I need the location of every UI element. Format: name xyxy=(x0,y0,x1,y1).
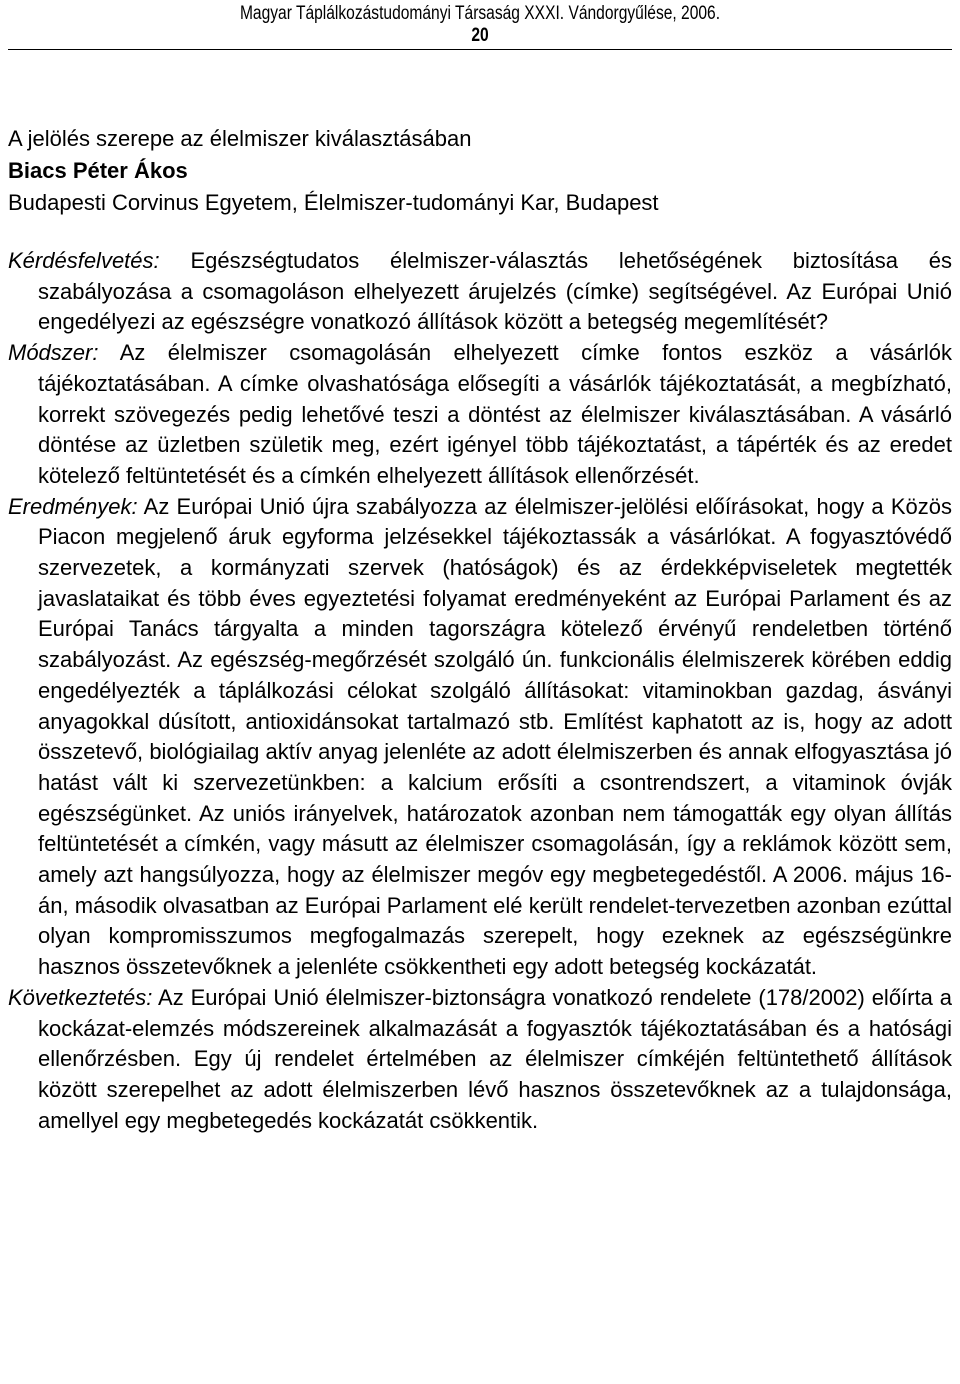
section-text: Egészségtudatos élelmiszer-választás lehetőségének biztosítása és szabályozása a csomagoláson elhelyezett árujelzés (címke) segítségével. Az Európai Unió engedélyezi az egészségre vonatkozó állítások között a betegség megemlítését? xyxy=(38,248,952,335)
section-label: Kérdésfelvetés: xyxy=(8,248,160,273)
section-results xyxy=(8,492,952,983)
section-conclusion xyxy=(8,983,952,1137)
section-text: Az Európai Unió élelmiszer-biztonságra vonatkozó rendelete (178/2002) előírta a kockázat-elemzés módszereinek alkalmazását a fogyasztók tájékoztatásában és a hatósági ellenőrzésben. Egy új rendelet értelmében az élelmiszer címkéjén feltüntethető állítások között szerepelhet az adott élelmiszerben lévő hasznos összetevőknek az a tulajdonsága, amellyel egy megbetegedés kockázatát csökkentik. xyxy=(38,984,952,1133)
article-affiliation: Budapesti Corvinus Egyetem, Élelmiszer-tudományi Kar, Budapest xyxy=(8,190,659,215)
article-heading xyxy=(8,123,952,219)
section-label: Módszer: xyxy=(8,340,99,366)
header-rule xyxy=(8,49,952,50)
section-label: Következtetés: xyxy=(8,984,153,1010)
abstract-body xyxy=(8,246,952,1136)
article-author: Biacs Péter Ákos xyxy=(8,158,188,183)
section-text: Az Európai Unió újra szabályozza az élelmiszer-jelölési előírásokat, hogy a Közös Piacon megjelenő áruk egyforma jelzésekkel tájékoztassák a vásárlókat. A fogyasztóvédő szervezetek, a kormányzati szervek (hatóságok) és az érdekképviseletek megtették javaslataikat és több éves egyeztetési folyamat eredményeként az Európai Parlament és az Európai Tanács tárgyalta a minden tagországra kötelező érvényű rendeletben történő szabályozást. Az egészség-megőrzését szolgáló ún. funkcionális élelmiszerek körében eddig engedélyezték a táplálkozási célokat szolgáló állításokat: vitaminokban gazdag, ásványi anyagokkal dúsított, antioxidánsokat tartalmazó stb. Említést kaphatott az is, hogy az adott összetevő, biológiailag aktív anyag jelenléte az adott élelmiszerben és annak elfogyasztása jó hatást vált ki szervezetünkben: a kalcium erősíti a csontrendszert, a vitaminok óvják egészségünket. Az uniós irányelvek, határozatok azonban nem támogatták egy olyan állítás feltüntetését a címkén, vagy másutt az élelmiszer csomagolásán, így a reklámok között sem, amely azt hangsúlyozza, hogy az élelmiszer megóv egy megbetegedéstől. A 2006. május 16-án, második olvasatban az Európai Parlament elé került rendelet-tervezetben azonban ezúttal olyan kompromisszumos megfogalmazás szerepelt, hogy ezeknek az egészségünkre hasznos összetevőknek a jelenléte csökkentheti egy adott betegség kockázatát. xyxy=(38,493,952,980)
section-question xyxy=(8,246,952,338)
running-header: Magyar Táplálkozástudományi Társaság XXXI. Vándorgyűlése, 2006. xyxy=(239,3,721,24)
page-number: 20 xyxy=(471,25,489,46)
article-title: A jelölés szerepe az élelmiszer kiválasztásában xyxy=(8,126,472,151)
section-text: Az élelmiszer csomagolásán elhelyezett címke fontos eszköz a vásárlók tájékoztatásában. A címke olvashatósága elősegíti a vásárlók tájékoztatását, a megbízható, korrekt szövegezés pedig lehetővé teszi a döntést az élelmiszer kiválasztásában. A vásárló döntése az üzletben születik meg, ezért igényel több tájékoztatást, a tápérték és az eredet kötelező feltüntetését és a címkén elhelyezett állítások ellenőrzését. xyxy=(38,340,952,488)
section-method xyxy=(8,338,952,492)
section-label: Eredmények: xyxy=(8,493,138,519)
